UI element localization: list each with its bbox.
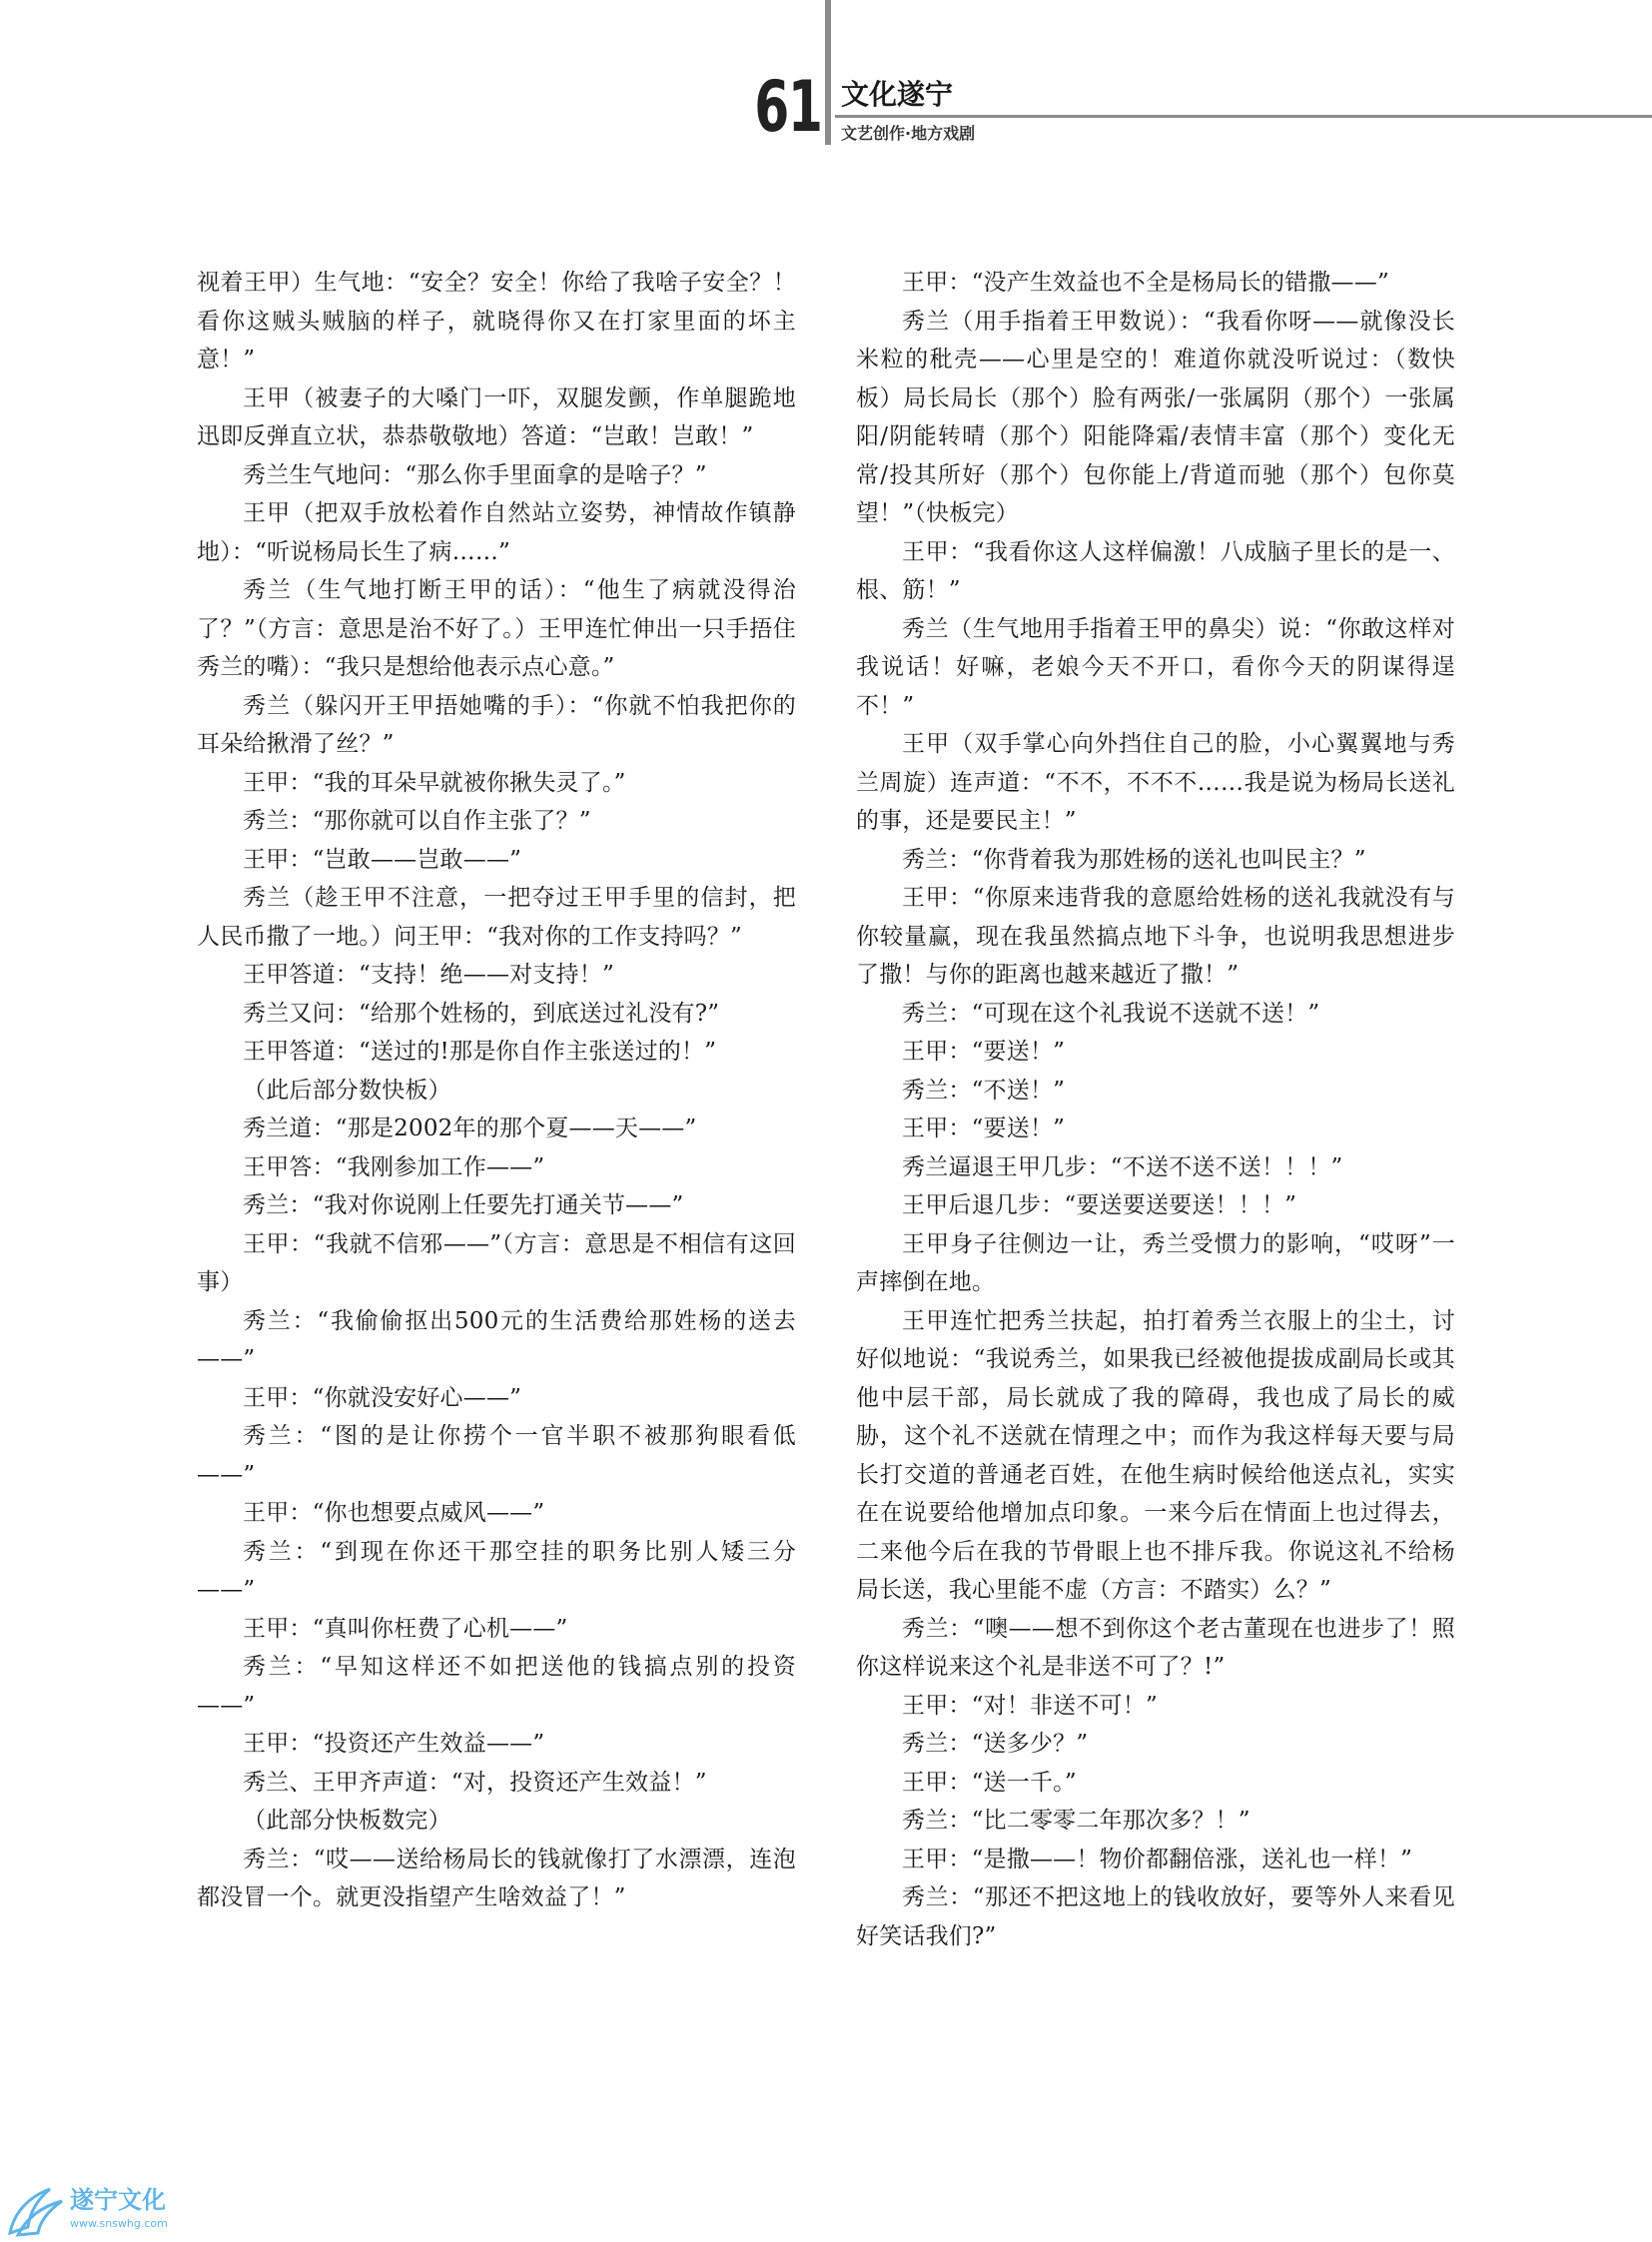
paragraph: 王甲连忙把秀兰扶起，拍打着秀兰衣服上的尘土，讨好似地说：“我说秀兰，如果我已经被他提拔成副局长或其他中层干部，局长就成了我的障碍，我也成了局长的威胁，这个礼不送就在情理之中；而作为我这样每天要与局长打交道的普通老百姓，在他生病时候给他送点礼，实实在在说要给他增加点印象。一来今后在情面上也过得去，二来他今后在我的节骨眼上也不排斥我。你说这礼不给杨局长送，我心里能不虚（方言：不踏实）么？”	[856, 1307, 1455, 1603]
header-horizontal-rule	[835, 115, 1652, 118]
watermark-name: 遂宁文化	[70, 2186, 166, 2214]
paragraph: 秀兰又问：“给那个姓杨的，到底送过礼没有?”	[243, 1000, 720, 1027]
paragraph: 秀兰：“比二零零二年那次多？！”	[902, 1808, 1250, 1834]
paragraph: 秀兰（生气地打断王甲的话）：“他生了病就没得治了？”（方言：意思是治不好了。）王甲连忙伸出一只手捂住秀兰的嘴）：“我只是想给他表示点心意。”	[197, 577, 796, 680]
paragraph: 王甲（把双手放松着作自然站立姿势，神情故作镇静地）：“听说杨局长生了病……”	[197, 500, 796, 565]
paragraph: 秀兰：“你背着我为那姓杨的送礼也叫民主？”	[902, 846, 1366, 873]
paragraph: 王甲：“投资还产生效益——”	[243, 1731, 545, 1757]
watermark-url: www.snswhg.com	[70, 2217, 168, 2230]
header-vertical-rule	[825, 0, 831, 145]
paragraph: 王甲（双手掌心向外挡住自己的脸，小心翼翼地与秀兰周旋）连声道：“不不，不不不……我是说为杨局长送礼的事，还是要民主！”	[856, 731, 1455, 834]
paragraph: 秀兰：“早知这样还不如把送他的钱搞点别的投资——”	[197, 1654, 796, 1719]
paragraph: 王甲答：“我刚参加工作——”	[243, 1153, 545, 1180]
paragraph: 秀兰：“那还不把这地上的钱收放好，要等外人来看见好笑话我们?”	[856, 1884, 1455, 1949]
paragraph: 王甲：“你原来违背我的意愿给姓杨的送礼我就没有与你较量赢，现在我虽然搞点地下斗争，也说明我思想进步了撒！与你的距离也越来越近了撒！”	[856, 885, 1455, 988]
paragraph: 秀兰（趁王甲不注意，一把夺过王甲手里的信封，把人民币撒了一地。）问王甲：“我对你的工作支持吗？”	[197, 885, 796, 950]
paragraph: 秀兰：“图的是让你捞个一官半职不被那狗眼看低——”	[197, 1423, 796, 1488]
paragraph: 王甲：“你也想要点威风——”	[243, 1500, 545, 1526]
right-text-column	[856, 264, 1455, 1955]
paragraph: 秀兰：“我偷偷抠出500元的生活费给那姓杨的送去——”	[197, 1307, 796, 1372]
left-text-column	[197, 264, 796, 1917]
paragraph: 视着王甲）生气地：“安全？安全！你给了我啥子安全？！看你这贼头贼脑的样子，就晓得你又在打家里面的坏主意！”	[197, 270, 796, 373]
magazine-title: 文化遂宁	[841, 78, 954, 111]
page-number: 61	[754, 66, 822, 148]
paragraph: 王甲：“你就没安好心——”	[243, 1384, 522, 1411]
paragraph: 秀兰：“那你就可以自作主张了？”	[243, 808, 591, 834]
paragraph: 王甲：“我看你这人这样偏激！八成脑子里长的是一、根、筋！”	[856, 538, 1455, 603]
paragraph: 秀兰：“哎——送给杨局长的钱就像打了水漂漂，连泡都没冒一个。就更没指望产生啥效益了！”	[197, 1846, 796, 1910]
paragraph: 秀兰：“可现在这个礼我说不送就不送！”	[902, 1000, 1320, 1027]
paragraph: 秀兰：“到现在你还干那空挂的职务比别人矮三分——”	[197, 1538, 796, 1603]
paragraph: 王甲：“我的耳朵早就被你揪失灵了。”	[243, 769, 626, 796]
section-subtitle: 文艺创作·地方戏剧	[841, 124, 976, 143]
paragraph: 王甲答道：“支持！绝——对支持！”	[243, 962, 614, 988]
paragraph: 王甲：“要送！”	[902, 1116, 1066, 1141]
paragraph: 秀兰（用手指着王甲数说）：“我看你呀——就像没长米粒的秕壳——心里是空的！难道你就没听说过：（数快板）局长局长（那个）脸有两张/一张属阴（那个）一张属阳/阴能转晴（那个）阳能降霜/表情丰富（那个）变化无常/投其所好（那个）包你能上/背道而驰（那个）包你莫望！”（快板完）	[856, 308, 1455, 526]
paragraph: 秀兰：“我对你说刚上任要先打通关节——”	[243, 1192, 684, 1218]
paragraph: 王甲（被妻子的大嗓门一吓，双腿发颤，作单腿跪地迅即反弹直立状，恭恭敬敬地）答道：“岂敢！岂敢！”	[197, 384, 796, 449]
paragraph: 王甲后退几步：“要送要送要送！！！”	[902, 1192, 1297, 1218]
wing-logo-icon	[4, 2183, 68, 2239]
paragraph: 秀兰道：“那是2002年的那个夏——天——”	[243, 1116, 697, 1141]
paragraph: （此部分快板数完）	[243, 1808, 451, 1834]
page-header	[0, 0, 1652, 160]
paragraph: 秀兰生气地问：“那么你手里面拿的是啥子？”	[243, 461, 707, 488]
site-watermark	[0, 2183, 230, 2242]
paragraph: 王甲：“是撒——！物价都翻倍涨，送礼也一样！”	[902, 1846, 1413, 1872]
paragraph: 王甲身子往侧边一让，秀兰受惯力的影响，“哎呀”一声摔倒在地。	[856, 1230, 1455, 1295]
paragraph: 秀兰：“送多少？”	[902, 1731, 1089, 1757]
paragraph: 王甲：“送一千。”	[902, 1769, 1077, 1796]
paragraph: 王甲：“真叫你枉费了心机——”	[243, 1615, 568, 1642]
paragraph: （此后部分数快板）	[243, 1077, 451, 1104]
paragraph: 王甲：“我就不信邪——”（方言：意思是不相信有这回事）	[197, 1230, 796, 1295]
paragraph: 秀兰（生气地用手指着王甲的鼻尖）说：“你敢这样对我说话！好嘛，老娘今天不开口，看你今天的阴谋得逞不！”	[856, 615, 1455, 719]
paragraph: 秀兰：“噢——想不到你这个老古董现在也进步了！照你这样说来这个礼是非送不可了？!”	[856, 1615, 1455, 1680]
paragraph: 秀兰（躲闪开王甲捂她嘴的手）：“你就不怕我把你的耳朵给揪滑了丝？”	[197, 692, 796, 757]
paragraph: 王甲：“对！非送不可！”	[902, 1692, 1158, 1719]
paragraph: 王甲：“没产生效益也不全是杨局长的错撒——”	[902, 270, 1389, 296]
paragraph: 王甲：“岂敢——岂敢——”	[243, 846, 522, 873]
paragraph: 秀兰、王甲齐声道：“对，投资还产生效益！”	[243, 1769, 707, 1796]
paragraph: 王甲：“要送！”	[902, 1039, 1066, 1065]
paragraph: 秀兰逼退王甲几步：“不送不送不送！！！”	[902, 1153, 1343, 1180]
paragraph: 王甲答道：“送过的!那是你自作主张送过的！”	[243, 1039, 717, 1065]
paragraph: 秀兰：“不送！”	[902, 1077, 1066, 1104]
